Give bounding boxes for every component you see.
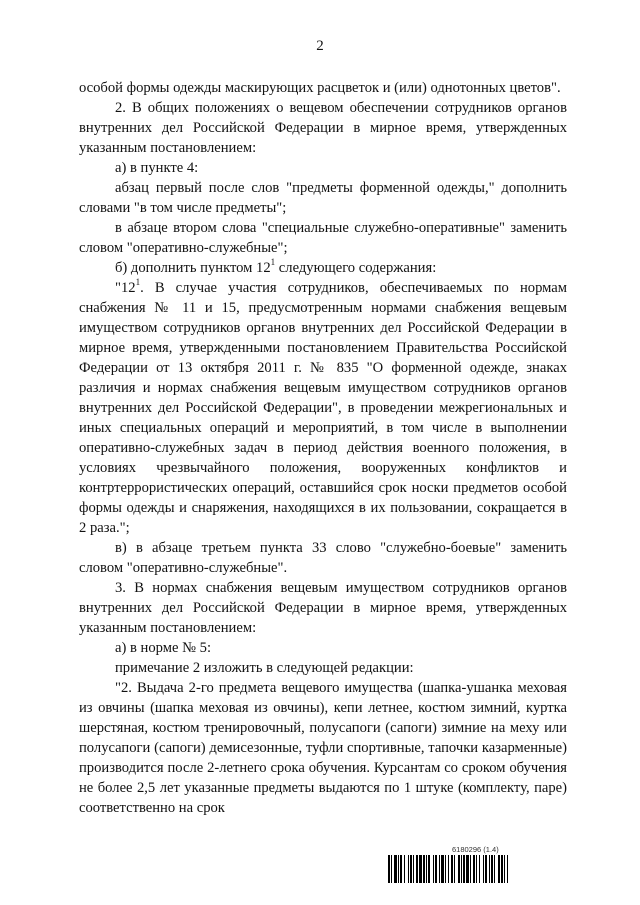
paragraph-12: "2. Выдача 2-го предмета вещевого имущества (шапка-ушанка меховая из овчины (шапка меховая из овчины), кепи летнее, костюм зимний, куртка шерстяная, костюм тренировочный, полусапоги (сапоги) зимние на меху или полусапоги (сапоги) демисезонные, туфли спортивные, тапочки казарменные) производится после 2-летнего срока обучения. Курсантам со сроком обучения не более 2,5 лет указанные предметы выдаются по 1 штуке (комплекту, паре) соответственно на срок — [79, 680, 567, 816]
superscript-marker: 1 — [270, 257, 276, 268]
paragraph-10: а) в норме № 5: — [115, 640, 211, 656]
paragraph-11: примечание 2 изложить в следующей редакции: — [115, 660, 414, 676]
barcode-icon — [388, 855, 568, 883]
paragraph-6: б) дополнить пунктом $12^1$ следующего содержания: — [115, 257, 437, 276]
paragraph-1: особой формы одежды маскирующих расцветок и (или) однотонных цветов". — [79, 80, 561, 96]
paragraph-3: а) в пункте 4: — [115, 160, 199, 176]
paragraph-8: в) в абзаце третьем пункта 33 слово "служебно-боевые" заменить словом "оперативно-служебные". — [79, 540, 567, 576]
paragraph-5: в абзаце втором слова "специальные служебно-оперативные" заменить словом "оперативно-служебные"; — [79, 220, 567, 256]
paragraph-7: "$12^1$. В случае участия сотрудников, обеспечиваемых по нормам снабжения № 11 и 15, предусмотренным нормами снабжения вещевым имуществом сотрудников органов внутренних дел Российской Федерации в мирное время, утвержденными постановлением Правительства Российской Федерации от 13 октября 2011 г. № 835 "О форменной одежде, знаках различия и нормах снабжения вещевым имуществом сотрудников органов внутренних дел Российской Федерации", в проведении межрегиональных и иных специальных операций и мероприятий, в том числе в выполнении оперативно-служебных задач в период действия военного положения, в условиях чрезвычайного положения, вооруженных конфликтов и контртеррористических операций, оставшийся срок носки предметов особой формы одежды и снаряжения, находящихся в их пользовании, сокращается в 2 раза."; — [79, 277, 567, 536]
barcode — [388, 845, 568, 885]
paragraph-2: 2. В общих положениях о вещевом обеспечении сотрудников органов внутренних дел Российской Федерации в мирное время, утвержденных указанным постановлением: — [79, 100, 567, 156]
superscript-marker: 1 — [135, 277, 141, 288]
paragraph-4: абзац первый после слов "предметы форменной одежды," дополнить словами "в том числе предметы"; — [79, 180, 567, 216]
paragraph-9: 3. В нормах снабжения вещевым имуществом сотрудников органов внутренних дел Российской Федерации в мирное время, утвержденных указанным постановлением: — [79, 580, 567, 636]
document-body — [79, 78, 567, 818]
barcode-number: 6180296 (1.4) — [452, 845, 499, 854]
page-number: 2 — [316, 38, 324, 54]
